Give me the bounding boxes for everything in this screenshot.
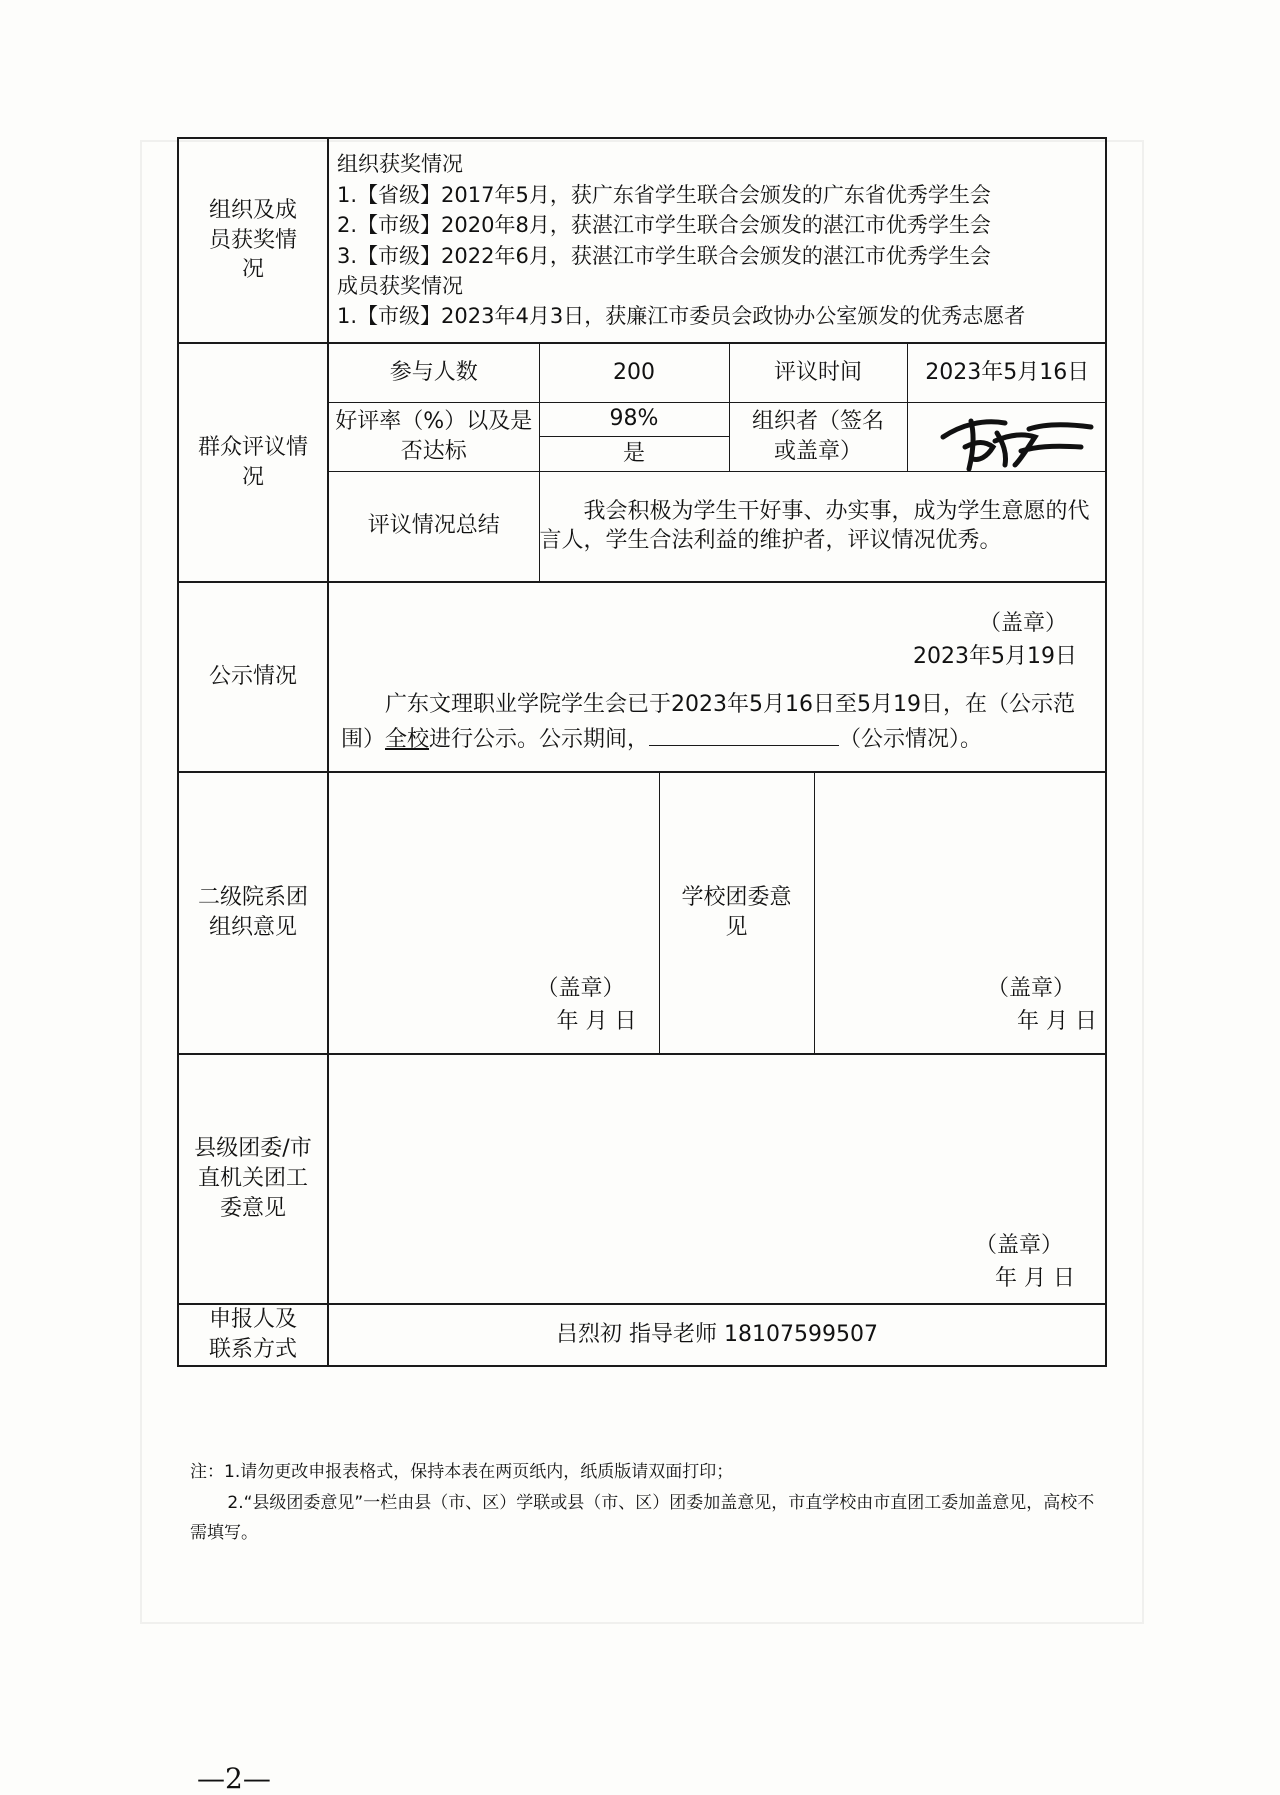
publicity-blank xyxy=(649,723,839,746)
member-awards-heading: 成员获奖情况 xyxy=(337,273,463,298)
participants-label: 参与人数 xyxy=(329,344,539,402)
handwritten-signature xyxy=(931,407,1101,473)
application-form-table xyxy=(177,137,1107,1367)
rate-label: 好评率（%）以及是否达标 xyxy=(329,402,539,471)
school-opinion-cell xyxy=(814,773,1107,1053)
school-date: 年 月 日 xyxy=(1017,1009,1097,1034)
applicant-row xyxy=(178,1304,1106,1366)
college-opinion-cell xyxy=(329,773,659,1053)
awards-row xyxy=(178,138,1106,343)
awards-content xyxy=(328,138,1106,343)
summary-label: 评议情况总结 xyxy=(329,471,539,581)
publicity-date: 2023年5月19日 xyxy=(913,644,1077,669)
school-seal: （盖章） xyxy=(986,976,1075,1001)
county-opinion-cell xyxy=(328,1054,1106,1304)
org-award-item-1: 1.【省级】2017年5月，获广东省学生联合会颁发的广东省优秀学生会 xyxy=(337,182,991,207)
publicity-row xyxy=(178,582,1106,772)
publicity-scope: 全校 xyxy=(385,727,430,753)
member-award-item-1: 1.【市级】2023年4月3日，获廉江市委员会政协办公室颁发的优秀志愿者 xyxy=(337,304,1026,329)
school-opinion-label: 学校团委意见 xyxy=(659,773,814,1053)
org-award-item-3: 3.【市级】2022年6月，获湛江市学生联合会颁发的湛江市优秀学生会 xyxy=(337,243,991,268)
form-notes xyxy=(190,1457,1100,1549)
awards-label: 组织及成员获奖情况 xyxy=(178,138,328,343)
page-number: —2— xyxy=(197,1762,271,1795)
org-award-item-2: 2.【市级】2020年8月，获湛江市学生联合会颁发的湛江市优秀学生会 xyxy=(337,213,991,238)
review-row xyxy=(178,343,1106,582)
applicant-label: 申报人及联系方式 xyxy=(178,1304,328,1366)
pass-value: 是 xyxy=(539,437,729,472)
organizer-signature-cell xyxy=(907,402,1107,471)
publicity-label: 公示情况 xyxy=(178,582,328,772)
college-seal: （盖章） xyxy=(536,976,625,1001)
review-inner-table xyxy=(329,344,1107,581)
summary-text: 我会积极为学生干好事、办实事，成为学生意愿的代言人，学生合法利益的维护者，评议情况优秀。 xyxy=(539,471,1107,581)
county-date: 年 月 日 xyxy=(995,1266,1075,1291)
review-time-label: 评议时间 xyxy=(729,344,907,402)
note-2: 2.“县级团委意见”一栏由县（市、区）学联或县（市、区）团委加盖意见，市直学校由市直团工委加盖意见，高校不需填写。 xyxy=(190,1492,1095,1544)
review-label: 群众评议情况 xyxy=(178,343,328,582)
publicity-seal-block xyxy=(913,607,1077,673)
college-opinion-label: 二级院系团组织意见 xyxy=(178,772,328,1054)
county-opinion-label: 县级团委/市直机关团工委意见 xyxy=(178,1054,328,1304)
county-seal: （盖章） xyxy=(974,1233,1063,1258)
county-opinion-row xyxy=(178,1054,1106,1304)
opinion-content xyxy=(328,772,1106,1054)
note-1: 注：1.请勿更改申报表格式，保持本表在两页纸内，纸质版请双面打印； xyxy=(190,1462,734,1482)
review-time-value: 2023年5月16日 xyxy=(907,344,1107,402)
opinion-row xyxy=(178,772,1106,1054)
publicity-seal: （盖章） xyxy=(978,611,1067,636)
rate-value: 98% xyxy=(539,402,729,437)
org-awards-heading: 组织获奖情况 xyxy=(337,152,463,177)
publicity-statement: 广东文理职业学院学生会已于2023年5月16日至5月19日，在（公示范围）全校进行公示。公示期间， （公示情况）。 xyxy=(341,692,1075,753)
participants-value: 200 xyxy=(539,344,729,402)
college-date: 年 月 日 xyxy=(556,1009,637,1034)
organizer-label: 组织者（签名或盖章） xyxy=(729,402,907,471)
review-content xyxy=(328,343,1106,582)
applicant-value: 吕烈初 指导老师 18107599507 xyxy=(328,1304,1106,1366)
publicity-content xyxy=(328,582,1106,772)
